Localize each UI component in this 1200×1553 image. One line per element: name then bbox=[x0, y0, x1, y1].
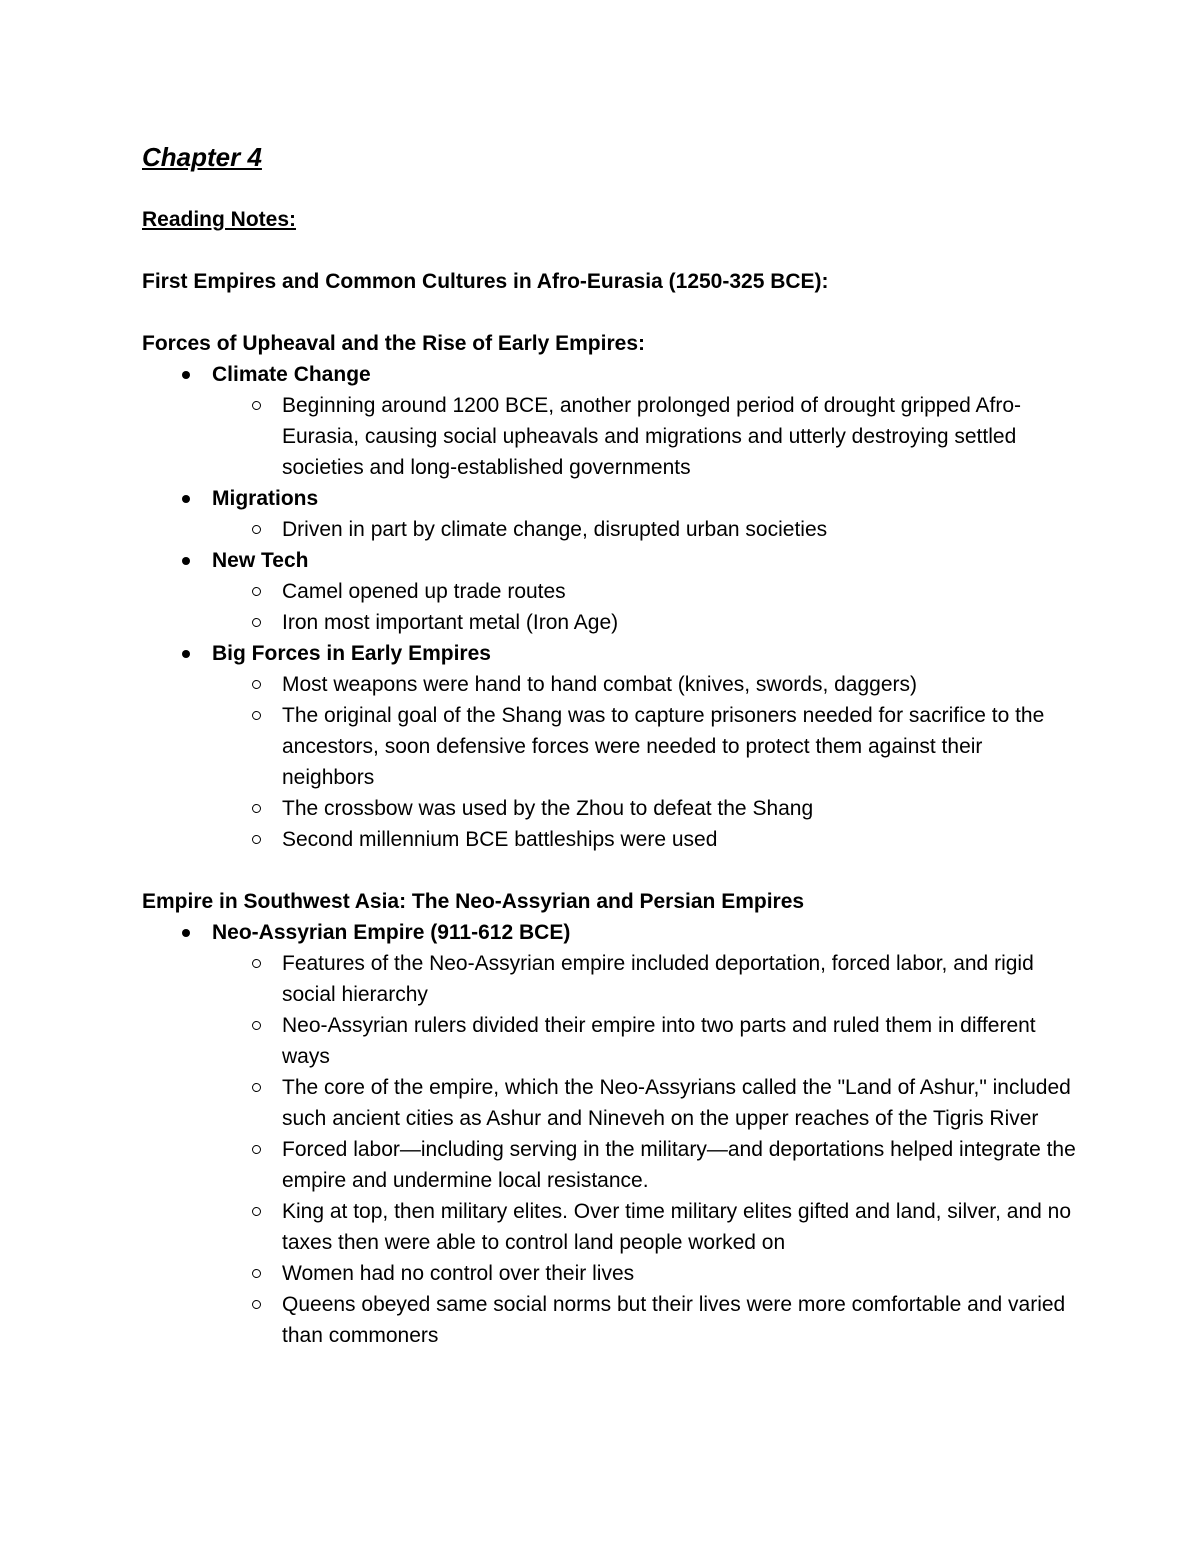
point-item bbox=[212, 793, 1100, 824]
topic-label: Climate Change bbox=[212, 363, 371, 386]
topic-label: Migrations bbox=[212, 487, 319, 510]
filled-bullet-icon bbox=[182, 557, 190, 565]
point-text: Iron most important metal (Iron Age) bbox=[282, 611, 619, 634]
section-heading: Empire in Southwest Asia: The Neo-Assyrian and Persian Empires bbox=[142, 890, 805, 913]
point-item bbox=[212, 607, 1100, 638]
point-text: Second millennium BCE battleships were used bbox=[282, 828, 718, 851]
hollow-bullet-icon bbox=[252, 680, 261, 689]
hollow-bullet-icon bbox=[252, 835, 261, 844]
point-item bbox=[212, 669, 1100, 700]
point-text: The core of the empire, which the Neo-Assyrians called the "Land of Ashur," included such ancient cities as Ashur and Nineveh on the upper reaches of the Tigris River bbox=[282, 1076, 1071, 1130]
point-list bbox=[212, 948, 1100, 1351]
point-list bbox=[212, 514, 1100, 545]
hollow-bullet-icon bbox=[252, 1269, 261, 1278]
point-list bbox=[212, 390, 1100, 483]
point-item bbox=[212, 1010, 1100, 1072]
point-item bbox=[212, 824, 1100, 855]
filled-bullet-icon bbox=[182, 929, 190, 937]
topic-item bbox=[142, 638, 1100, 855]
point-item bbox=[212, 1072, 1100, 1134]
point-text: Queens obeyed same social norms but their lives were more comfortable and varied than commoners bbox=[282, 1293, 1066, 1347]
point-item bbox=[212, 514, 1100, 545]
point-item bbox=[212, 1196, 1100, 1258]
point-text: Women had no control over their lives bbox=[282, 1262, 635, 1285]
point-list bbox=[212, 669, 1100, 855]
point-text: Beginning around 1200 BCE, another prolonged period of drought gripped Afro-Eurasia, causing social upheavals and migrations and utterly destroying settled societies and long-established governments bbox=[282, 394, 1022, 479]
hollow-bullet-icon bbox=[252, 1083, 261, 1092]
hollow-bullet-icon bbox=[252, 401, 261, 410]
topic-item bbox=[142, 483, 1100, 545]
point-item bbox=[212, 700, 1100, 793]
point-text: The original goal of the Shang was to capture prisoners needed for sacrifice to the ancestors, soon defensive forces were needed to protect them against their neighbors bbox=[282, 704, 1045, 789]
main-heading: First Empires and Common Cultures in Afro-Eurasia (1250-325 BCE): bbox=[142, 270, 829, 293]
point-text: Features of the Neo-Assyrian empire included deportation, forced labor, and rigid social hierarchy bbox=[282, 952, 1034, 1006]
section-heading: Forces of Upheaval and the Rise of Early Empires: bbox=[142, 332, 645, 355]
hollow-bullet-icon bbox=[252, 1207, 261, 1216]
point-item bbox=[212, 948, 1100, 1010]
topic-label: Big Forces in Early Empires bbox=[212, 642, 491, 665]
point-item bbox=[212, 576, 1100, 607]
hollow-bullet-icon bbox=[252, 1021, 261, 1030]
topic-list bbox=[142, 359, 1100, 855]
point-text: Forced labor—including serving in the military—and deportations helped integrate the empire and undermine local resistance. bbox=[282, 1138, 1076, 1192]
point-item bbox=[212, 1289, 1100, 1351]
filled-bullet-icon bbox=[182, 650, 190, 658]
topic-label: Neo-Assyrian Empire (911-612 BCE) bbox=[212, 921, 571, 944]
topic-label: New Tech bbox=[212, 549, 309, 572]
point-text: The crossbow was used by the Zhou to defeat the Shang bbox=[282, 797, 814, 820]
hollow-bullet-icon bbox=[252, 959, 261, 968]
point-text: Driven in part by climate change, disrupted urban societies bbox=[282, 518, 828, 541]
point-text: Most weapons were hand to hand combat (knives, swords, daggers) bbox=[282, 673, 917, 696]
point-item bbox=[212, 1258, 1100, 1289]
point-text: Neo-Assyrian rulers divided their empire into two parts and ruled them in different ways bbox=[282, 1014, 1036, 1068]
point-item bbox=[212, 390, 1100, 483]
hollow-bullet-icon bbox=[252, 804, 261, 813]
topic-list bbox=[142, 917, 1100, 1351]
point-item bbox=[212, 1134, 1100, 1196]
topic-item bbox=[142, 545, 1100, 638]
hollow-bullet-icon bbox=[252, 587, 261, 596]
filled-bullet-icon bbox=[182, 371, 190, 379]
chapter-title: Chapter 4 bbox=[142, 142, 262, 172]
hollow-bullet-icon bbox=[252, 1145, 261, 1154]
point-list bbox=[212, 576, 1100, 638]
hollow-bullet-icon bbox=[252, 1300, 261, 1309]
filled-bullet-icon bbox=[182, 495, 190, 503]
topic-item bbox=[142, 359, 1100, 483]
point-text: Camel opened up trade routes bbox=[282, 580, 566, 603]
hollow-bullet-icon bbox=[252, 711, 261, 720]
hollow-bullet-icon bbox=[252, 525, 261, 534]
hollow-bullet-icon bbox=[252, 618, 261, 627]
sections-container bbox=[142, 328, 1100, 1351]
topic-item bbox=[142, 917, 1100, 1351]
reading-notes-label: Reading Notes: bbox=[142, 208, 297, 231]
point-text: King at top, then military elites. Over time military elites gifted and land, silver, and no taxes then were able to control land people worked on bbox=[282, 1200, 1072, 1254]
